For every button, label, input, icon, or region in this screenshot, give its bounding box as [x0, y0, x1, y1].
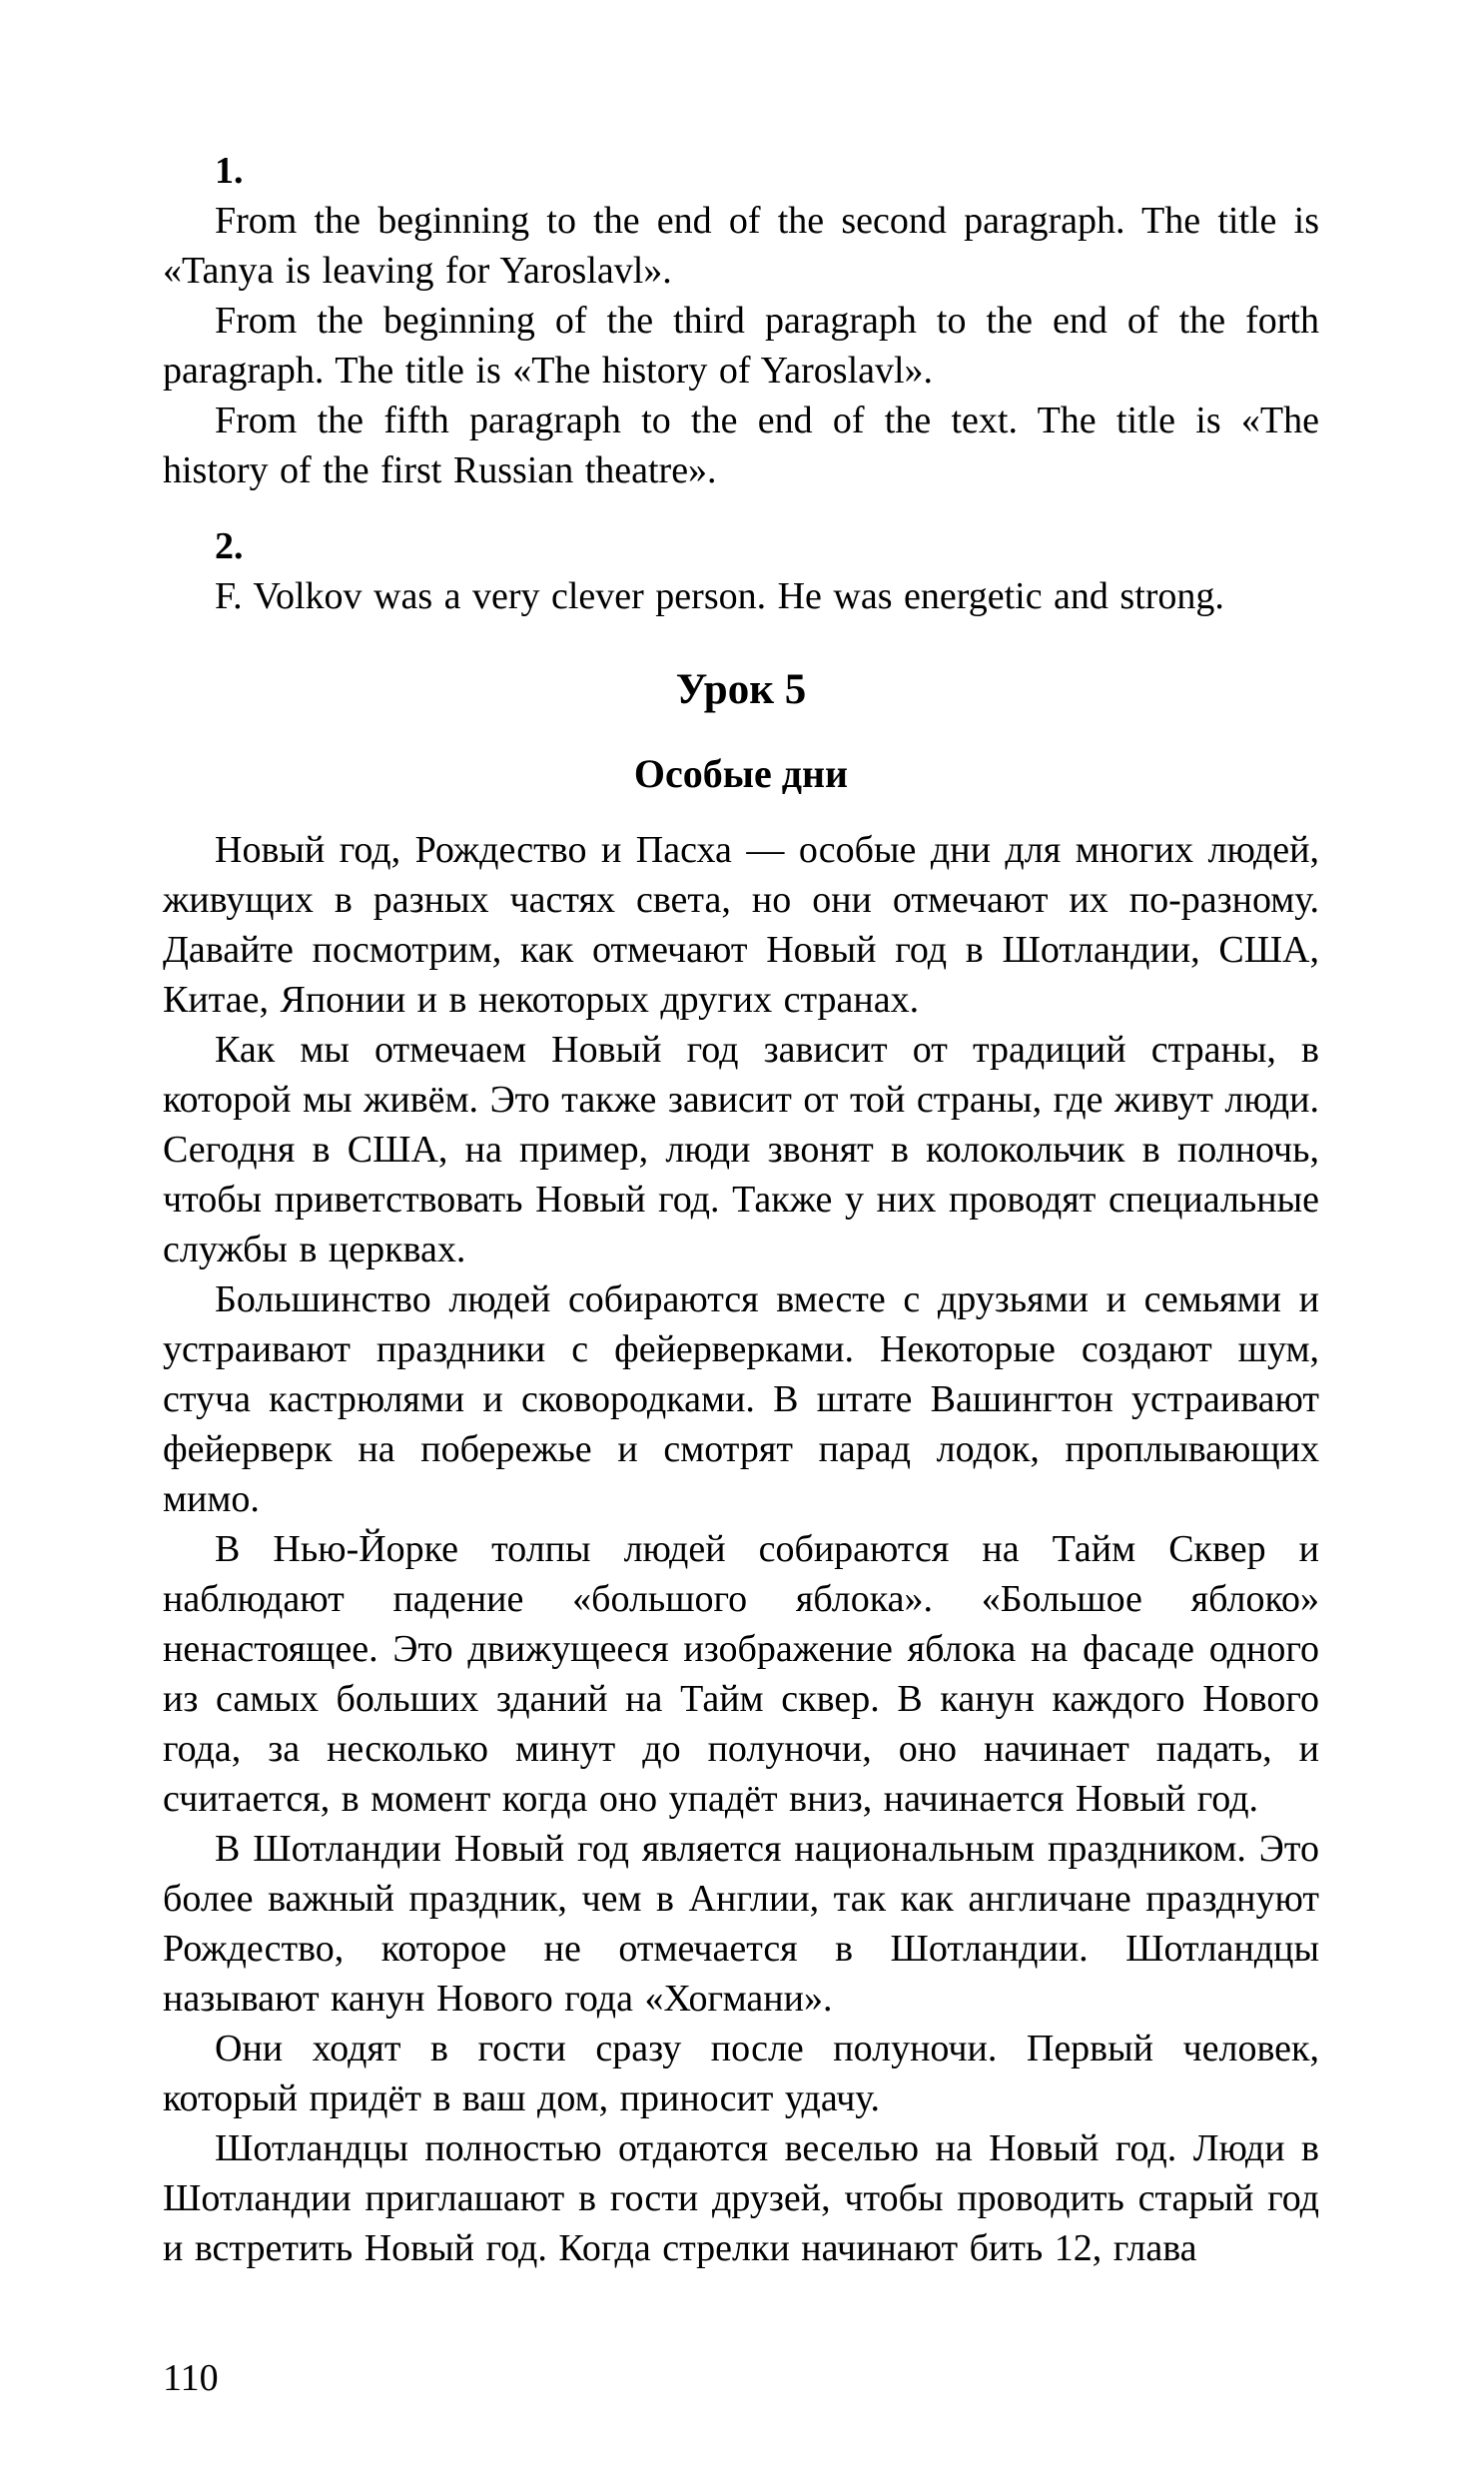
body-paragraph: Большинство людей собираются вместе с друзьями и семьями и устраивают праздники с фейерверками. Некоторые создают шум, стуча кастрюлями и сковородками. В штате Вашингтон устраивают фейерверк на побережье и смотрят парад лодок, проплывающих мимо.: [163, 1278, 1319, 1520]
body-paragraph: В Нью-Йорке толпы людей собираются на Тайм Сквер и наблюдают падение «большого яблока». «Большое яблоко» ненастоящее. Это движущееся изображение яблока на фасаде одного из самых больших зданий на Тайм сквер. В канун каждого Нового года, за несколько минут до полуночи, оно начинает падать, и считается, в момент когда оно упадёт вниз, начинается Новый год.: [163, 1528, 1319, 1820]
body-paragraph: Как мы отмечаем Новый год зависит от традиций страны, в которой мы живём. Это также зависит от той страны, где живут люди. Сегодня в США, на пример, люди звонят в колокольчик в полночь, чтобы приветствовать Новый год. Также у них проводят специальные службы в церквах.: [163, 1029, 1319, 1270]
text-column: [163, 146, 1319, 2273]
lesson-title: Урок 5: [675, 666, 807, 713]
body-paragraph: From the beginning of the third paragraph to the end of the forth paragraph. The title is «The history of Yaroslavl».: [163, 300, 1319, 392]
exercise-number: 1.: [215, 150, 244, 192]
body-paragraph: Они ходят в гости сразу после полуночи. Первый человек, который придёт в ваш дом, приносит удачу.: [163, 2028, 1319, 2119]
page-number: 110: [163, 2357, 219, 2399]
body-paragraph: From the fifth paragraph to the end of the text. The title is «The history of the first Russian theatre».: [163, 400, 1319, 491]
body-paragraph: From the beginning to the end of the second paragraph. The title is «Tanya is leaving for Yaroslavl».: [163, 200, 1319, 292]
body-paragraph: В Шотландии Новый год является национальным праздником. Это более важный праздник, чем в Англии, так как англичане празднуют Рождество, которое не отмечается в Шотландии. Шотландцы называют канун Нового года «Хогмани».: [163, 1828, 1319, 2020]
body-paragraph: Новый год, Рождество и Пасха — особые дни для многих людей, живущих в разных частях света, но они отмечают их по-разному. Давайте посмотрим, как отмечают Новый год в Шотландии, США, Китае, Японии и в некоторых других странах.: [163, 829, 1319, 1021]
exercise-number: 2.: [215, 525, 244, 567]
body-paragraph: F. Volkov was a very clever person. He was energetic and strong.: [215, 575, 1224, 617]
body-paragraph: Шотландцы полностью отдаются веселью на Новый год. Люди в Шотландии приглашают в гости друзей, чтобы проводить старый год и встретить Новый год. Когда стрелки начинают бить 12, глава: [163, 2127, 1319, 2269]
lesson-subtitle: Особые дни: [633, 751, 849, 796]
